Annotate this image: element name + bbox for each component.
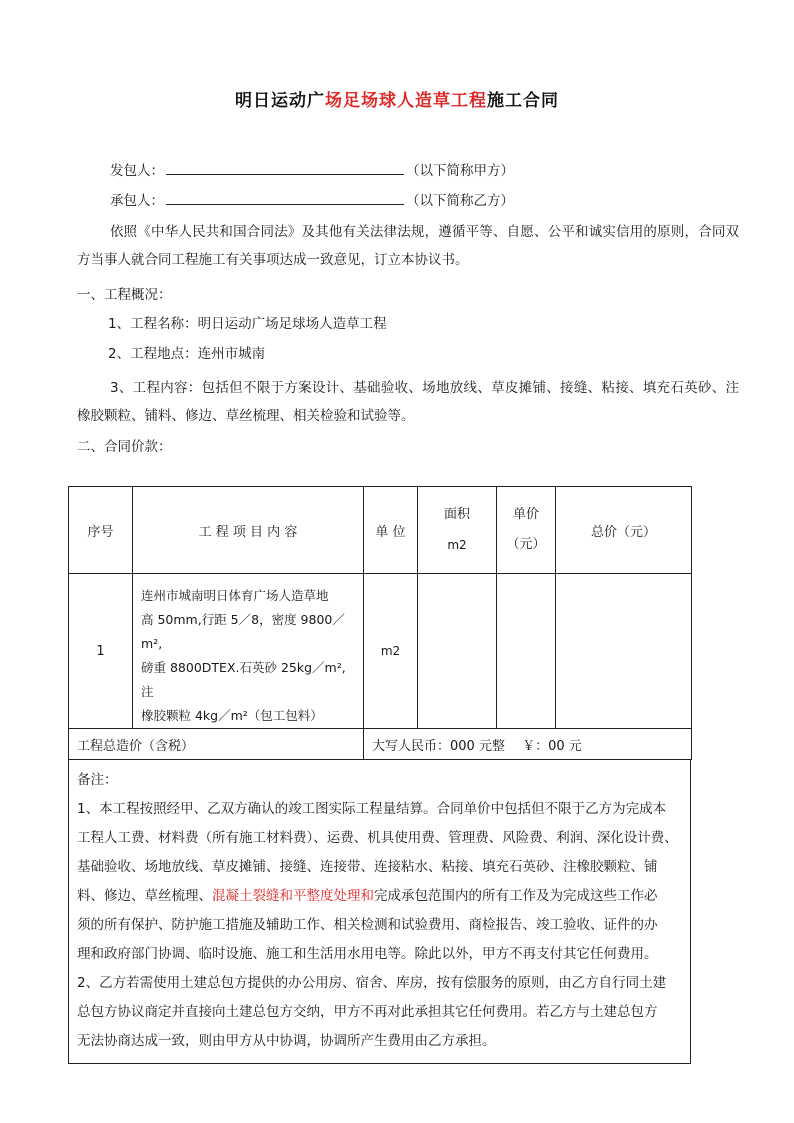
- contractor-suffix: （以下简称乙方）: [406, 193, 514, 209]
- row1-desc-line: 高 50mm,行距 5／8，密度 9800／m²,: [141, 612, 345, 651]
- row1-no: 1: [69, 574, 133, 729]
- row1-total[interactable]: [556, 574, 692, 729]
- note-text: 料、修边、草丝梳理、: [77, 888, 212, 904]
- contractor-line: [110, 190, 514, 211]
- employer-blank[interactable]: [166, 160, 404, 175]
- project-name: 1、工程名称：明日运动广场足球场人造草工程: [108, 316, 387, 332]
- section2-heading: 二、合同价款：: [77, 439, 172, 455]
- document-title: [0, 86, 794, 111]
- table-row: [69, 574, 692, 729]
- notes-box: [68, 760, 691, 1064]
- total-label: 工程总造价（含税）: [69, 729, 364, 760]
- employer-label: 发包人：: [110, 163, 164, 179]
- notes-heading: 备注：: [77, 772, 118, 788]
- header-item: 工 程 项 目 内 容: [133, 487, 364, 574]
- note-line: 1、本工程按照经甲、乙双方确认的竣工图实际工程量结算。合同单价中包括但不限于乙方为完成本: [77, 801, 667, 817]
- employer-line: [110, 160, 514, 181]
- title-highlight: 场足场球人造草工程: [325, 91, 487, 111]
- note-line: 须的所有保护、防护施工措施及辅助工作、相关检测和试验费用、商检报告、竣工验收、证件的办: [77, 917, 658, 933]
- header-total: 总价（元）: [556, 487, 692, 574]
- total-row: [69, 729, 692, 760]
- row1-description: [133, 574, 364, 729]
- header-price: [497, 487, 556, 574]
- row1-desc-line: 连州市城南明日体育广场人造草地: [141, 588, 329, 603]
- row1-unit: m2: [364, 574, 418, 729]
- header-unit: 单 位: [364, 487, 418, 574]
- note-line: 无法协商达成一致，则由甲方从中协调，协调所产生费用由乙方承担。: [77, 1033, 496, 1049]
- header-price-unit: （元）: [506, 537, 546, 552]
- note-text: 完成承包范围内的所有工作及为完成这些工作必: [374, 888, 658, 904]
- note-line: 理和政府部门协调、临时设施、施工和生活用水用电等。除此以外，甲方不再支付其它任何费用。: [77, 946, 658, 962]
- row1-desc-line: 橡胶颗粒 4kg／m²（包工包料）: [141, 708, 323, 723]
- header-price-label: 单价: [512, 507, 539, 522]
- row1-area[interactable]: [418, 574, 497, 729]
- contractor-label: 承包人：: [110, 193, 164, 209]
- total-value: 大写人民币：000 元整 ￥：00 元: [364, 729, 692, 760]
- project-scope: 3、工程内容：包括但不限于方案设计、基础验收、场地放线、草皮摊铺、接缝、粘接、填充石英砂、注橡胶颗粒、铺料、修边、草丝梳理、相关检验和试验等。: [77, 380, 739, 424]
- section1-heading: 一、工程概况：: [77, 287, 172, 303]
- note-line: 基础验收、场地放线、草皮摊铺、接缝、连接带、连接粘水、粘接、填充石英砂、注橡胶颗粒、铺: [77, 859, 658, 875]
- row1-price[interactable]: [497, 574, 556, 729]
- contractor-blank[interactable]: [166, 190, 404, 205]
- table-header-row: [69, 487, 692, 574]
- employer-suffix: （以下简称甲方）: [406, 163, 514, 179]
- price-table: [68, 486, 691, 1064]
- title-part2: 施工合同: [487, 91, 559, 111]
- header-no: 序号: [69, 487, 133, 574]
- project-location: 2、工程地点：连州市城南: [108, 346, 266, 362]
- note-line: 总包方协议商定并直接向土建总包方交纳，甲方不再对此承担其它任何费用。若乙方与土建总包方: [77, 1004, 658, 1020]
- header-area-unit: m2: [447, 538, 467, 552]
- preamble: 依照《中华人民共和国合同法》及其他有关法律法规，遵循平等、自愿、公平和诚实信用的原则，合同双方当事人就合同工程施工有关事项达成一致意见，订立本协议书。: [77, 224, 739, 268]
- header-area-label: 面积: [443, 507, 470, 522]
- note-line: 工程人工费、材料费（所有施工材料费）、运费、机具使用费、管理费、风险费、利润、深化设计费、: [77, 830, 678, 846]
- header-area: [418, 487, 497, 574]
- title-part1: 明日运动广: [235, 91, 325, 111]
- note-line: [77, 882, 685, 911]
- row1-desc-line: 磅重 8800DTEX.石英砂 25kg／m²,注: [141, 660, 346, 699]
- note-highlight: 混凝土裂缝和平整度处理和: [212, 888, 374, 904]
- note-line: 2、乙方若需使用土建总包方提供的办公用房、宿舍、库房，按有偿服务的原则，由乙方自行同土建: [77, 975, 667, 991]
